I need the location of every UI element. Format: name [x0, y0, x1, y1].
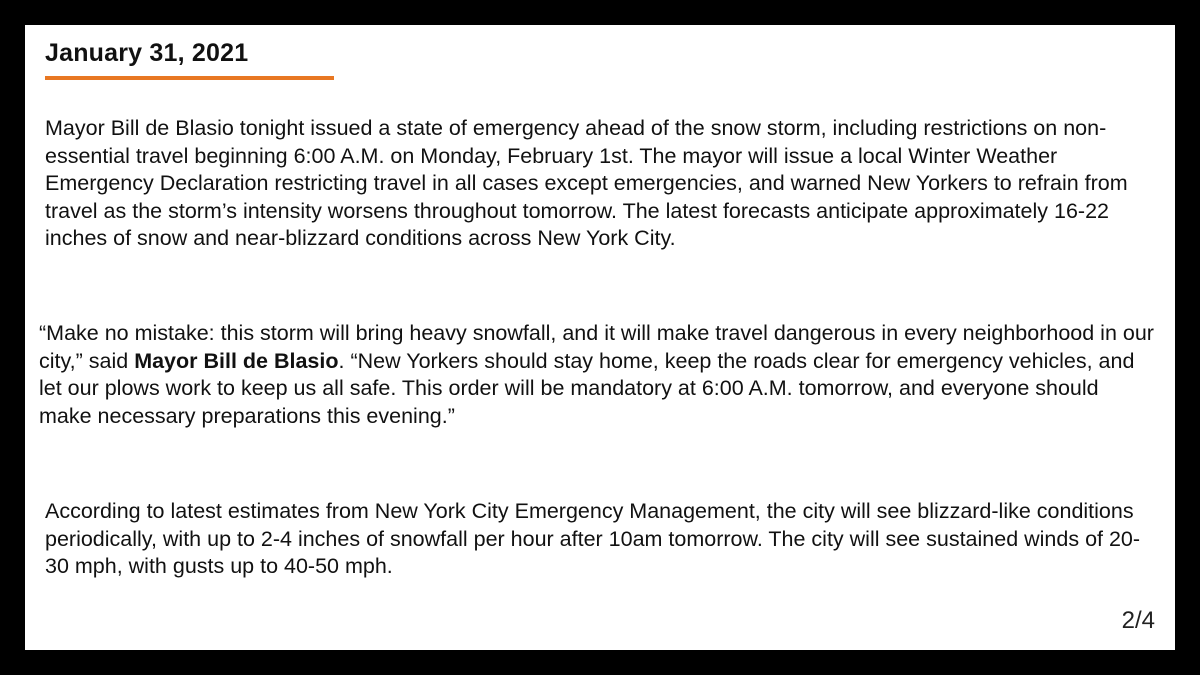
paragraph-estimates: According to latest estimates from New York City Emergency Management, the city will see blizzard-like conditions periodically, with up to 2-4 inches of snowfall per hour after 10am tomorrow. The city will see sustained winds of 20-30 mph, with gusts up to 40-50 mph.	[45, 499, 1141, 579]
document-card	[25, 25, 1175, 650]
quote-text-part2: . “New Yorkers should stay home, keep the roads clear for emergency vehicles, and let our plows work to keep us all safe. This order will be mandatory at 6:00 A.M. tomorrow, and everyone should make necessary preparations this evening.”	[39, 348, 1135, 428]
paragraph-quote	[39, 320, 1157, 430]
page-number: 2/4	[1121, 607, 1155, 634]
date-underline	[45, 76, 334, 80]
paragraph-announcement: Mayor Bill de Blasio tonight issued a state of emergency ahead of the snow storm, including restrictions on non-essential travel beginning 6:00 A.M. on Monday, February 1st. The mayor will issue a local Winter Weather Emergency Declaration restricting travel in all cases except emergencies, and warned New Yorkers to refrain from travel as the storm’s intensity worsens throughout tomorrow. The latest forecasts anticipate approximately 16-22 inches of snow and near-blizzard conditions across New York City.	[45, 116, 1128, 251]
quote-text-part1: “Make no mistake: this storm will bring heavy snowfall, and it will make travel dangerous in every neighborhood in our city,” said	[39, 321, 1154, 373]
speaker-name: Mayor Bill de Blasio	[134, 348, 339, 373]
document-date: January 31, 2021	[45, 39, 249, 67]
